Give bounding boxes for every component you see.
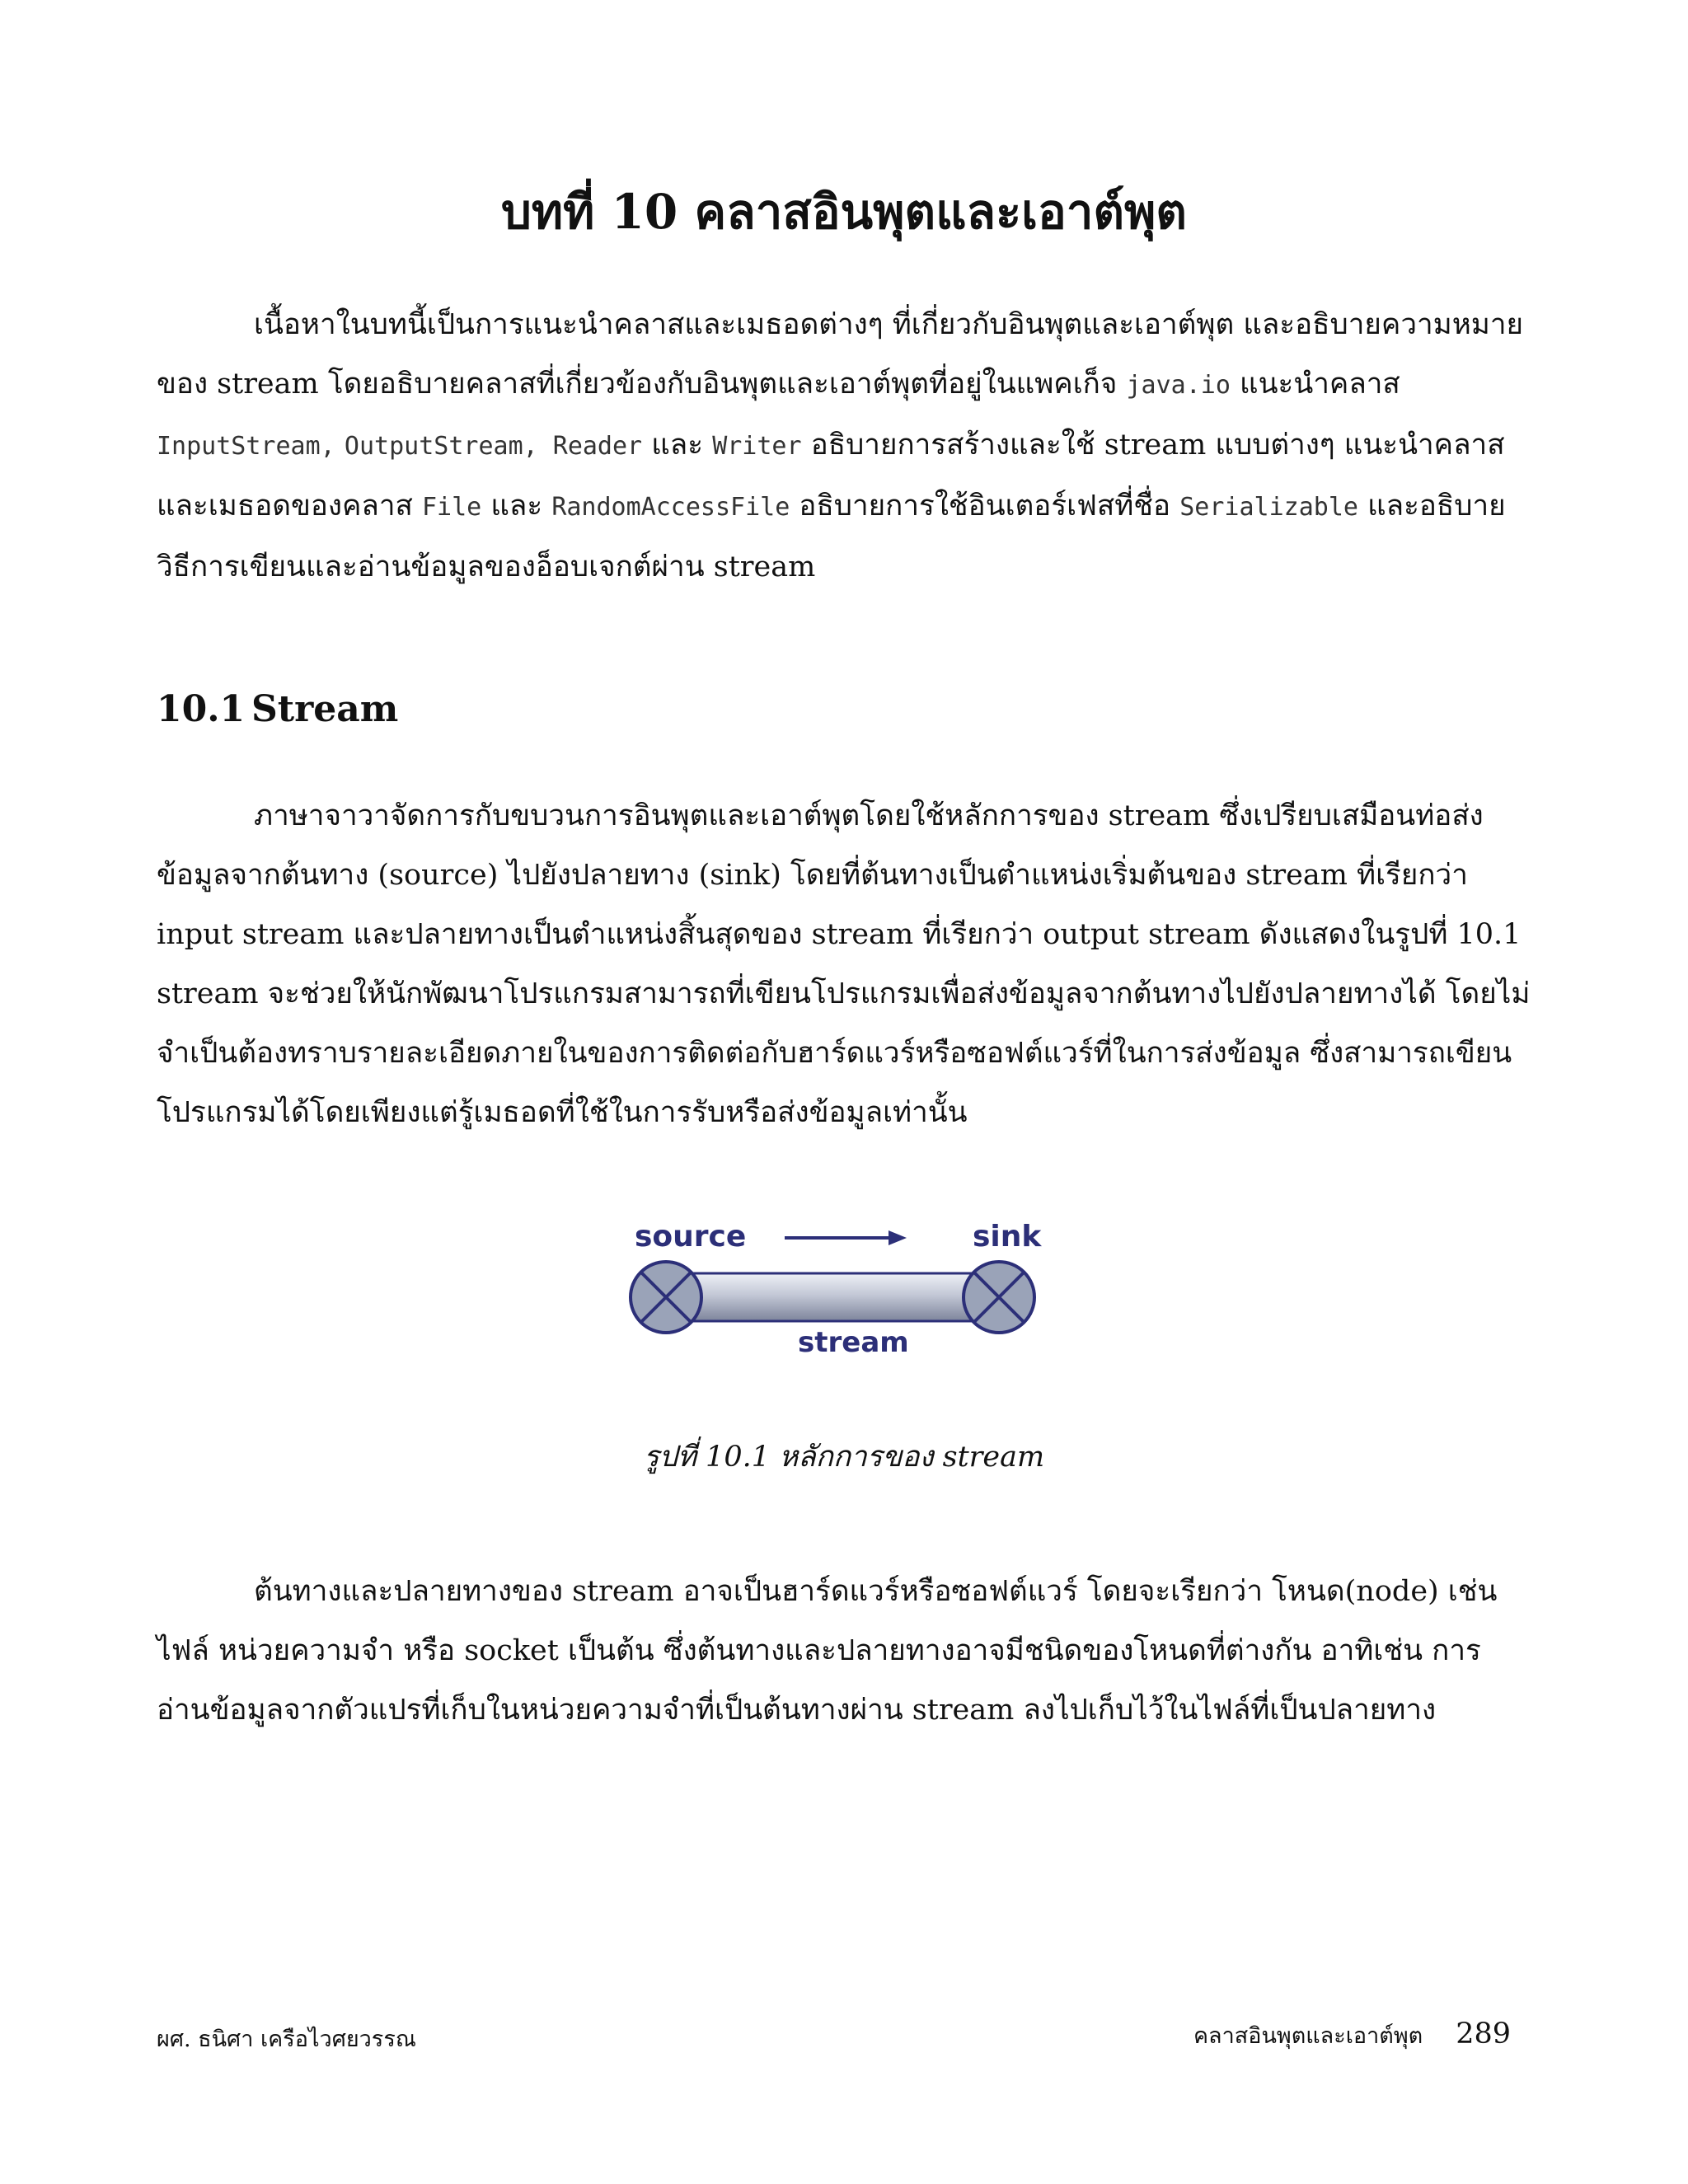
code-inputstream: InputStream, bbox=[157, 432, 335, 461]
sink-node-icon bbox=[964, 1262, 1034, 1333]
code-serializable: Serializable bbox=[1179, 493, 1358, 522]
stream-paragraph bbox=[157, 786, 1533, 1142]
stream-diagram bbox=[626, 1212, 1055, 1376]
arrow-right-icon bbox=[785, 1230, 907, 1245]
node-paragraph bbox=[157, 1562, 1533, 1740]
page-number: 289 bbox=[1456, 2018, 1511, 2050]
code-file: File bbox=[422, 493, 482, 522]
stream-tube bbox=[666, 1273, 996, 1321]
code-randomaccessfile: RandomAccessFile bbox=[551, 493, 790, 522]
source-label: source bbox=[635, 1220, 747, 1254]
footer-chapter: คลาสอินพุตและเอาต์พุต bbox=[1193, 2023, 1423, 2049]
intro-text-6: และ bbox=[481, 490, 552, 523]
stream-paragraph-text: ภาษาจาวาจัดการกับขบวนการอินพุตและเอาต์พุตโดยใช้หลักการของ stream ซึ่งเปรียบเสมือนท่อส่งข้อมูลจากต้นทาง (source) ไปยังปลายทาง (sink) โดยที่ต้นทางเป็นตำแหน่งเริ่มต้นของ stream ที่เรียกว่า input stream และปลายทางเป็นตำแหน่งสิ้นสุดของ stream ที่เรียกว่า output stream ดังแสดงในรูปที่ 10.1 stream จะช่วยให้นักพัฒนาโปรแกรมสามารถที่เขียนโปรแกรมเพื่อส่งข้อมูลจากต้นทางไปยังปลายทางได้ โดยไม่จำเป็นต้องทราบรายละเอียดภายในของการติดต่อกับฮาร์ดแวร์หรือซอฟต์แวร์ที่ในการส่งข้อมูล ซึ่งสามารถเขียนโปรแกรมได้โดยเพียงแต่รู้เมธอดที่ใช้ในการรับหรือส่งข้อมูลเท่านั้น bbox=[157, 799, 1531, 1129]
code-writer: Writer bbox=[712, 432, 802, 461]
section-title: Stream bbox=[251, 688, 399, 730]
intro-text-1: เนื้อหาในบทนี้เป็นการแนะนำคลาสและเมธอดต่างๆ ที่เกี่ยวกับอินพุตและเอาต์พุต และอธิบายความหมายของ stream โดยอธิบายคลาสที่เกี่ยวข้องกับอินพุตและเอาต์พุตที่อยู่ในแพคเก็จ bbox=[157, 308, 1523, 401]
node-paragraph-text: ต้นทางและปลายทางของ stream อาจเป็นฮาร์ดแวร์หรือซอฟต์แวร์ โดยจะเรียกว่า โหนด(node) เช่น ไฟล์ หน่วยความจำ หรือ socket เป็นต้น ซึ่งต้นทางและปลายทางอาจมีชนิดของโหนดที่ต่างกัน อาทิเช่น การอ่านข้อมูลจากตัวแปรที่เก็บในหน่วยความจำที่เป็นต้นทางผ่าน stream ลงไปเก็บไว้ในไฟล์ที่เป็นปลายทาง bbox=[157, 1575, 1498, 1727]
intro-text-8: และอธิบายวิธีการเขียนและอ่านข้อมูลของอ็อบเจกต์ผ่าน stream bbox=[157, 490, 1506, 583]
figure-caption: รูปที่ 10.1 หลักการของ stream bbox=[643, 1441, 1045, 1474]
intro-text-5: อธิบายการสร้างและใช้ stream แบบต่างๆ แนะนำคลาสและเมธอดของคลาส bbox=[157, 429, 1505, 523]
intro-text-3 bbox=[335, 429, 345, 462]
code-java-io: java.io bbox=[1126, 371, 1231, 400]
intro-text-7: อธิบายการใช้อินเตอร์เฟสที่ชื่อ bbox=[790, 490, 1180, 523]
stream-diagram-svg bbox=[626, 1212, 1055, 1376]
footer-right bbox=[1193, 2018, 1511, 2053]
chapter-title: บทที่ 10 คลาสอินพุตและเอาต์พุต bbox=[501, 184, 1187, 240]
sink-label: sink bbox=[973, 1220, 1042, 1254]
section-number: 10.1 bbox=[157, 688, 246, 730]
code-outputstream-reader: OutputStream, Reader bbox=[344, 432, 643, 461]
stream-label: stream bbox=[798, 1326, 909, 1359]
intro-paragraph bbox=[157, 295, 1533, 597]
section-heading bbox=[157, 688, 398, 730]
source-node-icon bbox=[631, 1262, 701, 1333]
intro-text-2: แนะนำคลาส bbox=[1230, 368, 1400, 401]
footer-author: ผศ. ธนิศา เครือไวศยวรรณ bbox=[157, 2027, 416, 2052]
intro-text-4: และ bbox=[642, 429, 713, 462]
